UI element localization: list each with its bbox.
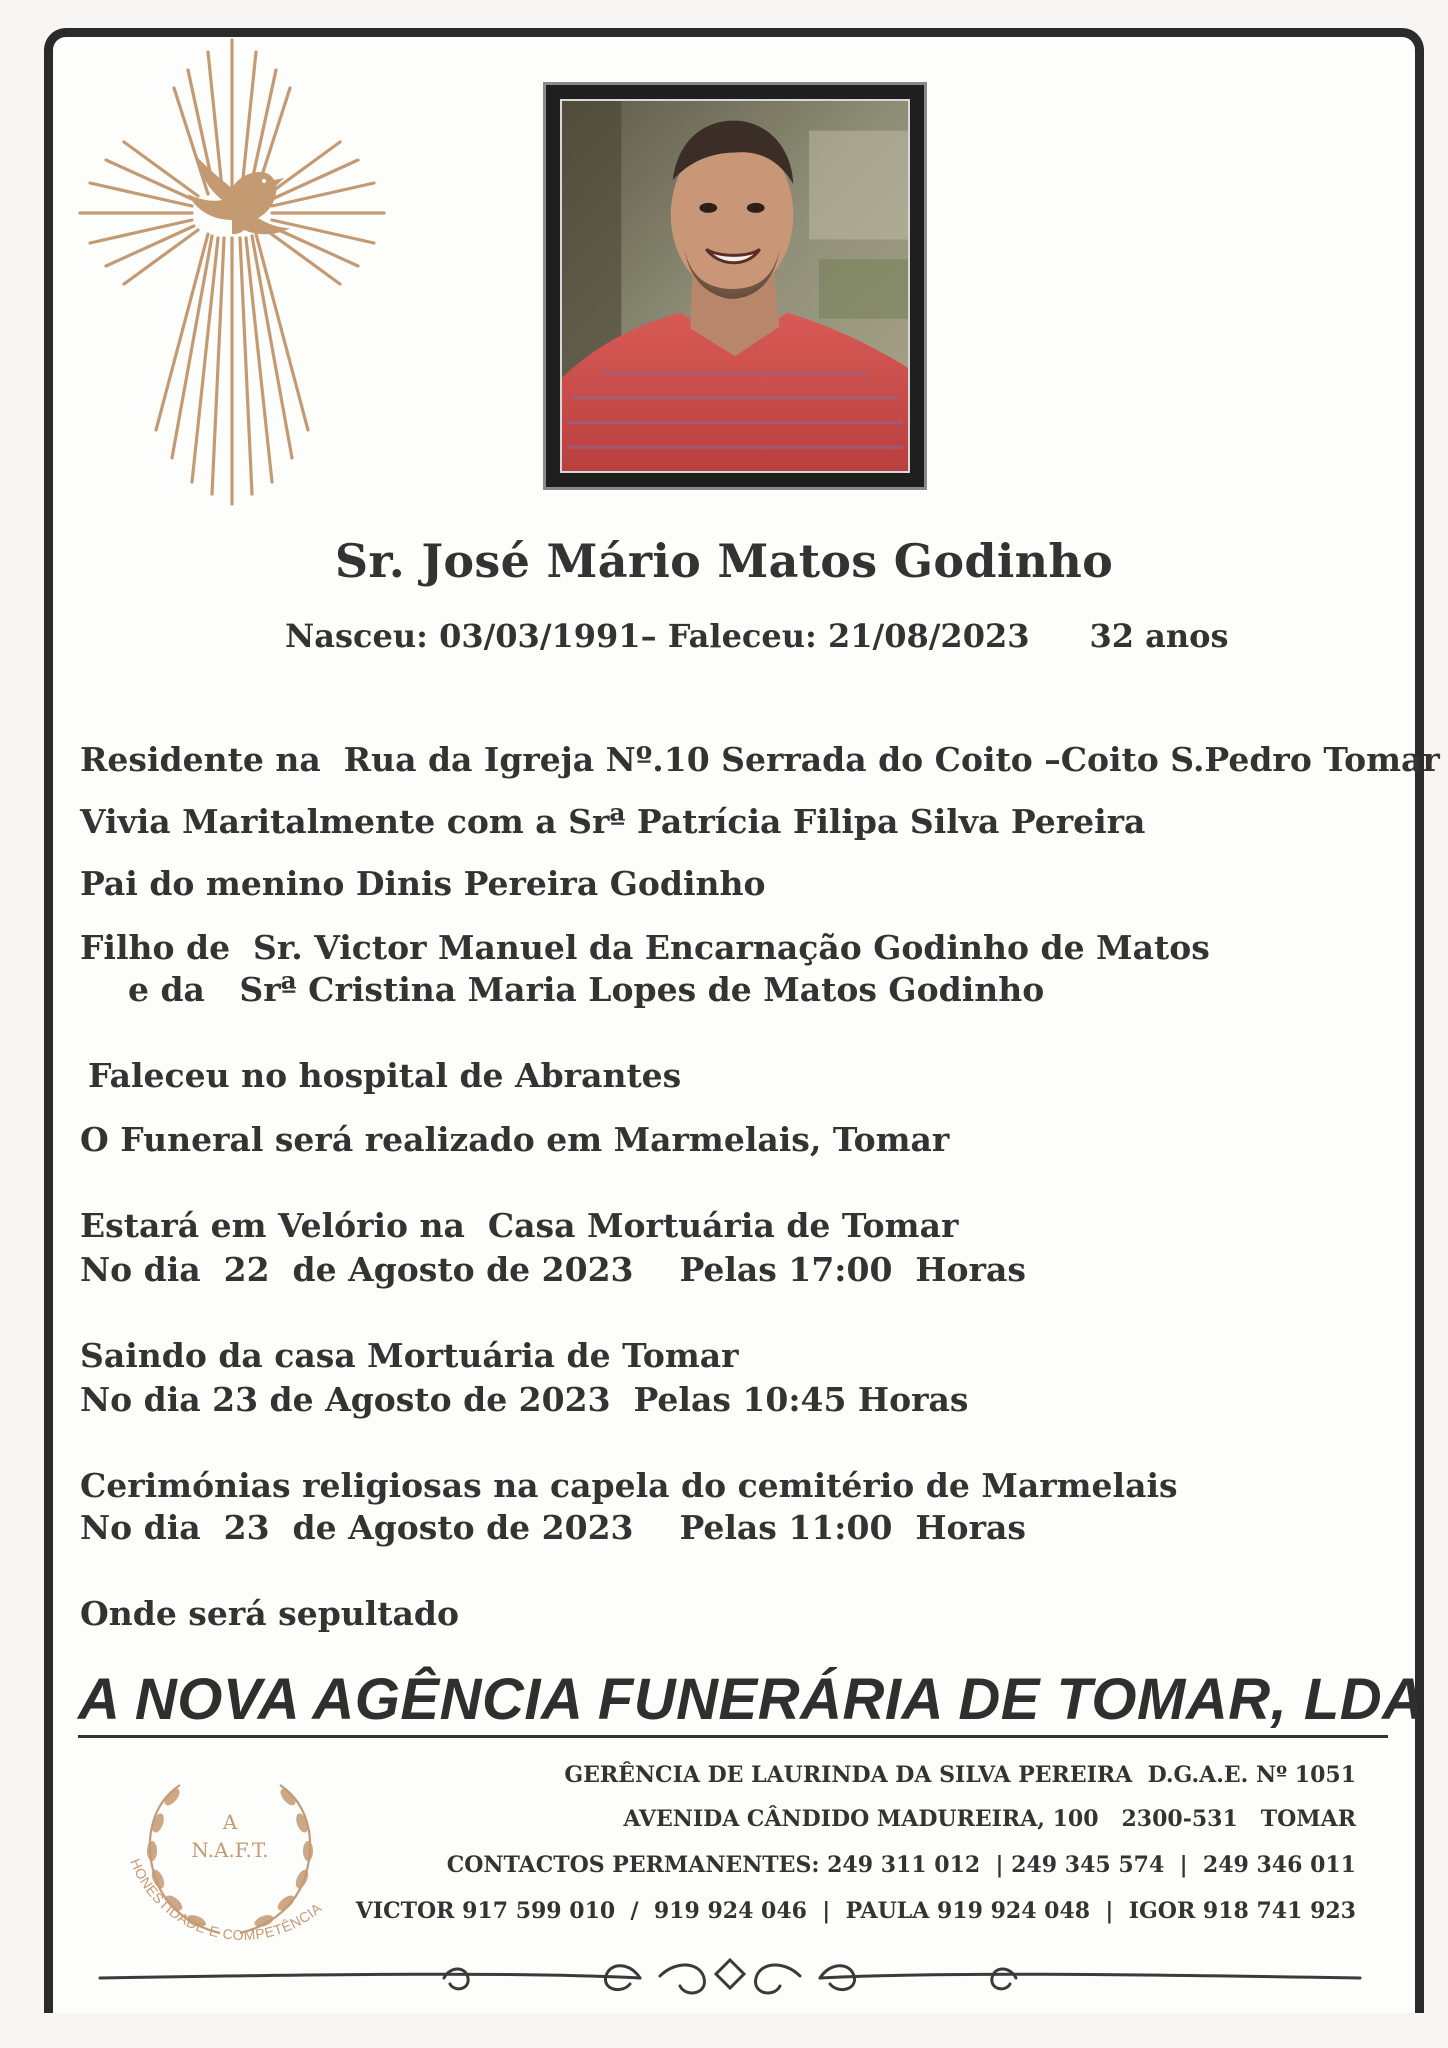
child-line: Pai do menino Dinis Pereira Godinho [80, 864, 766, 903]
departure-place-line: Saindo da casa Mortuária de Tomar [80, 1336, 739, 1375]
agency-seal-logo [110, 1745, 370, 1975]
mother-line: e da Srª Cristina Maria Lopes de Matos Godinho [128, 970, 1045, 1009]
agency-phones: VICTOR 917 599 010 / 919 924 046 | PAULA 919 924 048 | IGOR 918 741 923 [355, 1898, 1356, 1924]
burial-line: Onde será sepultado [80, 1594, 460, 1633]
bottom-scroll-ornament [40, 1948, 1420, 2008]
decedent-name: Sr. José Mário Matos Godinho [334, 534, 1114, 588]
age-text: 32 anos [1089, 617, 1229, 655]
seal-letter: A [222, 1810, 238, 1834]
departure-time-line: No dia 23 de Agosto de 2023 Pelas 10:45 Horas [80, 1380, 969, 1419]
portrait-photo-frame [543, 82, 927, 490]
partner-line: Vivia Maritalmente com a Srª Patrícia Filipa Silva Pereira [80, 802, 1146, 841]
ceremony-place-line: Cerimónias religiosas na capela do cemitério de Marmelais [80, 1466, 1178, 1505]
funeral-line: O Funeral será realizado em Marmelais, Tomar [80, 1120, 950, 1159]
wake-time-line: No dia 22 de Agosto de 2023 Pelas 17:00 Horas [80, 1250, 1026, 1289]
cross-dove-icon [72, 38, 392, 508]
agency-name: A NOVA AGÊNCIA FUNERÁRIA DE TOMAR, LDA [78, 1666, 1388, 1738]
birth-death-dates [285, 617, 1229, 655]
residence-line: Residente na Rua da Igreja Nº.10 Serrada do Coito –Coito S.Pedro Tomar [80, 740, 1440, 779]
seal-initials: N.A.F.T. [191, 1838, 269, 1862]
portrait-photo [560, 99, 910, 473]
dates-text: Nasceu: 03/03/1991– Faleceu: 21/08/2023 [285, 617, 1030, 655]
svg-text:HONESTIDADE E COMPETÊNCIA [127, 1856, 325, 1943]
agency-address: AVENIDA CÂNDIDO MADUREIRA, 100 2300-531 TOMAR [623, 1806, 1356, 1832]
ceremony-time-line: No dia 23 de Agosto de 2023 Pelas 11:00 Horas [80, 1508, 1026, 1547]
seal-motto: HONESTIDADE E COMPETÊNCIA [127, 1856, 325, 1944]
agency-management: GERÊNCIA DE LAURINDA DA SILVA PEREIRA D.G.A.E. Nº 1051 [564, 1762, 1356, 1788]
agency-contacts: CONTACTOS PERMANENTES: 249 311 012 | 249 345 574 | 249 346 011 [446, 1852, 1356, 1878]
father-line: Filho de Sr. Victor Manuel da Encarnação Godinho de Matos [80, 928, 1210, 967]
wake-place-line: Estará em Velório na Casa Mortuária de Tomar [80, 1206, 959, 1245]
death-place-line: Faleceu no hospital de Abrantes [88, 1056, 682, 1095]
